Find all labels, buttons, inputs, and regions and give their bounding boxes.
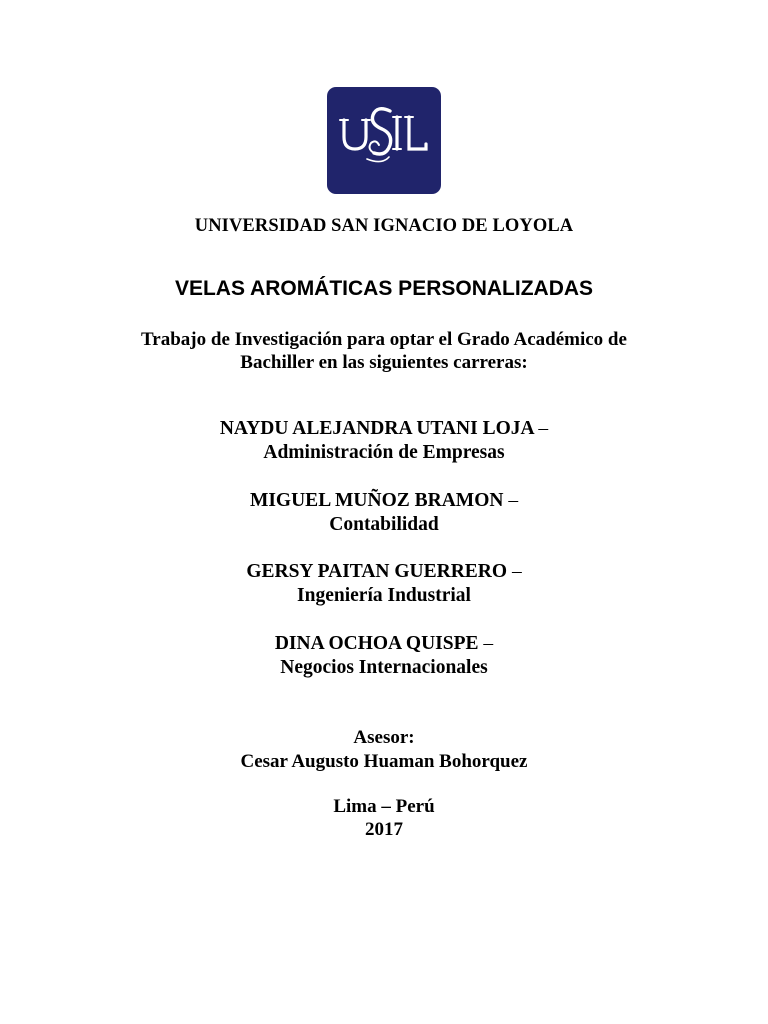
author-career: Administración de Empresas [263,442,505,463]
university-name: UNIVERSIDAD SAN IGNACIO DE LOYOLA [194,216,574,236]
document-title: VELAS AROMÁTICAS PERSONALIZADAS [174,277,594,300]
author-dash: – [538,418,549,439]
author-dash: – [508,490,519,511]
author-career: Contabilidad [329,514,439,535]
advisor-label: Asesor: [353,727,415,748]
author-dash: – [483,633,494,654]
subtitle-line-2: Bachiller en las siguientes carreras: [240,352,528,373]
author-dash: – [511,561,522,582]
author-name-text: NAYDU ALEJANDRA UTANI LOJA [219,418,534,439]
author-name [0,633,768,655]
author-name-text: MIGUEL MUÑOZ BRAMON [249,490,504,511]
author-name [0,418,768,440]
place: Lima – Perú [333,796,435,817]
advisor-name: Cesar Augusto Huaman Bohorquez [240,751,528,772]
year: 2017 [365,819,403,840]
university-logo [327,87,441,194]
usil-logo-icon [327,87,441,194]
document-subtitle [0,328,768,374]
subtitle-line-1: Trabajo de Investigación para optar el Grado Académico de [141,329,627,350]
author-name [0,490,768,512]
author-career: Negocios Internacionales [280,657,488,678]
author-career: Ingeniería Industrial [297,585,471,606]
author-name [0,561,768,583]
author-name-text: GERSY PAITAN GUERRERO [246,561,508,582]
author-name-text: DINA OCHOA QUISPE [274,633,479,654]
